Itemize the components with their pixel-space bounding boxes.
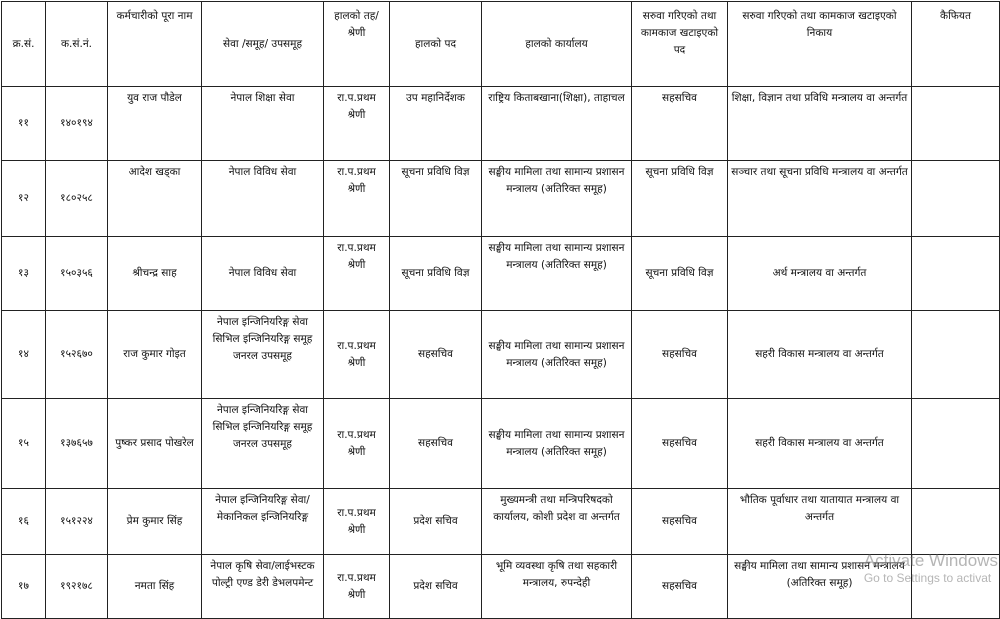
cell-name: आदेश खड्का	[108, 161, 202, 237]
cell-sn: ११	[2, 87, 46, 161]
cell-name: युव राज पौडेल	[108, 87, 202, 161]
cell-sn: १४	[2, 311, 46, 399]
cell-post: सहसचिव	[390, 399, 482, 489]
cell-office: मुख्यमन्त्री तथा मन्त्रिपरिषदको कार्यालय, कोशी प्रदेश वा अन्तर्गत	[482, 489, 632, 555]
cell-post: सूचना प्रविधि विज्ञ	[390, 237, 482, 311]
cell-post: प्रदेश सचिव	[390, 489, 482, 555]
cell-name: राज कुमार गोइत	[108, 311, 202, 399]
cell-transfer-post: सहसचिव	[632, 399, 728, 489]
header-office: हालको कार्यालय	[482, 2, 632, 87]
cell-service: नेपाल इन्जिनियरिङ्ग सेवा सिभिल इन्जिनियरिङ्ग समूह जनरल उपसमूह	[202, 399, 324, 489]
watermark-subtitle: Go to Settings to activat	[863, 571, 992, 585]
header-code: क.सं.नं.	[46, 2, 108, 87]
header-service: सेवा /समूह/ उपसमूह	[202, 2, 324, 87]
cell-office: सङ्घीय मामिला तथा सामान्य प्रशासन मन्त्रालय (अतिरिक्त समूह)	[482, 237, 632, 311]
cell-remarks	[912, 311, 1000, 399]
cell-transfer-body: शिक्षा, विज्ञान तथा प्रविधि मन्त्रालय वा अन्तर्गत	[728, 87, 912, 161]
cell-transfer-body: सहरी विकास मन्त्रालय वा अन्तर्गत	[728, 311, 912, 399]
cell-code: १४०१९४	[46, 87, 108, 161]
cell-sn: १३	[2, 237, 46, 311]
header-remarks: कैफियत	[912, 2, 1000, 87]
cell-code: १५०३५६	[46, 237, 108, 311]
cell-name: नमता सिंह	[108, 555, 202, 619]
cell-sn: १५	[2, 399, 46, 489]
cell-code: १८०२५८	[46, 161, 108, 237]
cell-service: नेपाल शिक्षा सेवा	[202, 87, 324, 161]
header-level: हालको तह/श्रेणी	[324, 2, 390, 87]
cell-post: उप महानिर्देशक	[390, 87, 482, 161]
cell-name: श्रीचन्द्र साह	[108, 237, 202, 311]
cell-office: भूमि व्यवस्था कृषि तथा सहकारी मन्त्रालय, रुपन्देही	[482, 555, 632, 619]
cell-transfer-post: सहसचिव	[632, 311, 728, 399]
cell-level: रा.प.प्रथम श्रेणी	[324, 399, 390, 489]
watermark-title: Activate Windows	[863, 551, 998, 570]
table-row	[2, 161, 1000, 237]
cell-transfer-post: सहसचिव	[632, 489, 728, 555]
cell-remarks	[912, 87, 1000, 161]
cell-code: १५२६७०	[46, 311, 108, 399]
cell-service: नेपाल इन्जिनियरिङ्ग सेवा/मेकानिकल इन्जिनियरिङ्ग	[202, 489, 324, 555]
header-row	[2, 2, 1000, 87]
cell-transfer-body: सञ्चार तथा सूचना प्रविधि मन्त्रालय वा अन्तर्गत	[728, 161, 912, 237]
cell-transfer-body: सहरी विकास मन्त्रालय वा अन्तर्गत	[728, 399, 912, 489]
cell-remarks	[912, 161, 1000, 237]
cell-post: प्रदेश सचिव	[390, 555, 482, 619]
cell-service: नेपाल इन्जिनियरिङ्ग सेवा सिभिल इन्जिनियरिङ्ग समूह जनरल उपसमूह	[202, 311, 324, 399]
cell-post: सूचना प्रविधि विज्ञ	[390, 161, 482, 237]
cell-code: १९२१७८	[46, 555, 108, 619]
header-post: हालको पद	[390, 2, 482, 87]
table-row	[2, 399, 1000, 489]
cell-sn: १७	[2, 555, 46, 619]
cell-remarks	[912, 489, 1000, 555]
cell-remarks	[912, 399, 1000, 489]
cell-transfer-body: भौतिक पूर्वाधार तथा यातायात मन्त्रालय वा अन्तर्गत	[728, 489, 912, 555]
cell-service: नेपाल विविध सेवा	[202, 237, 324, 311]
cell-transfer-post: सूचना प्रविधि विज्ञ	[632, 237, 728, 311]
cell-transfer-post: सहसचिव	[632, 87, 728, 161]
cell-sn: १६	[2, 489, 46, 555]
cell-name: प्रेम कुमार सिंह	[108, 489, 202, 555]
cell-transfer-post: सहसचिव	[632, 555, 728, 619]
cell-level: रा.प.प्रथम श्रेणी	[324, 161, 390, 237]
cell-level: रा.प.प्रथम श्रेणी	[324, 87, 390, 161]
table-row	[2, 489, 1000, 555]
header-transfer-body: सरुवा गरिएको तथा कामकाज खटाइएको निकाय	[728, 2, 912, 87]
cell-level: रा.प.प्रथम श्रेणी	[324, 555, 390, 619]
cell-level: रा.प.प्रथम श्रेणी	[324, 311, 390, 399]
transfer-table	[1, 1, 1000, 619]
cell-office: राष्ट्रिय किताबखाना(शिक्षा), ताहाचल	[482, 87, 632, 161]
header-transfer-post: सरुवा गरिएको तथा कामकाज खटाइएको पद	[632, 2, 728, 87]
table-row	[2, 237, 1000, 311]
cell-post: सहसचिव	[390, 311, 482, 399]
header-sn: क्र.सं.	[2, 2, 46, 87]
cell-service: नेपाल विविध सेवा	[202, 161, 324, 237]
cell-transfer-body: सङ्घीय मामिला तथा सामान्य प्रशासन मन्त्रालय (अतिरिक्त समूह)	[728, 555, 912, 619]
cell-office: सङ्घीय मामिला तथा सामान्य प्रशासन मन्त्रालय (अतिरिक्त समूह)	[482, 161, 632, 237]
cell-office: सङ्घीय मामिला तथा सामान्य प्रशासन मन्त्रालय (अतिरिक्त समूह)	[482, 399, 632, 489]
cell-transfer-post: सूचना प्रविधि विज्ञ	[632, 161, 728, 237]
cell-office: सङ्घीय मामिला तथा सामान्य प्रशासन मन्त्रालय (अतिरिक्त समूह)	[482, 311, 632, 399]
header-name: कर्मचारीको पूरा नाम	[108, 2, 202, 87]
cell-transfer-body: अर्थ मन्त्रालय वा अन्तर्गत	[728, 237, 912, 311]
cell-sn: १२	[2, 161, 46, 237]
table-row	[2, 87, 1000, 161]
cell-code: १३७६५७	[46, 399, 108, 489]
cell-code: १५१२२४	[46, 489, 108, 555]
table-row	[2, 311, 1000, 399]
cell-level: रा.प.प्रथम श्रेणी	[324, 237, 390, 311]
cell-remarks	[912, 237, 1000, 311]
cell-level: रा.प.प्रथम श्रेणी	[324, 489, 390, 555]
cell-name: पुष्कर प्रसाद पोखरेल	[108, 399, 202, 489]
cell-service: नेपाल कृषि सेवा/लाईभस्टक पोल्ट्री एण्ड डेरी डेभलपमेन्ट	[202, 555, 324, 619]
